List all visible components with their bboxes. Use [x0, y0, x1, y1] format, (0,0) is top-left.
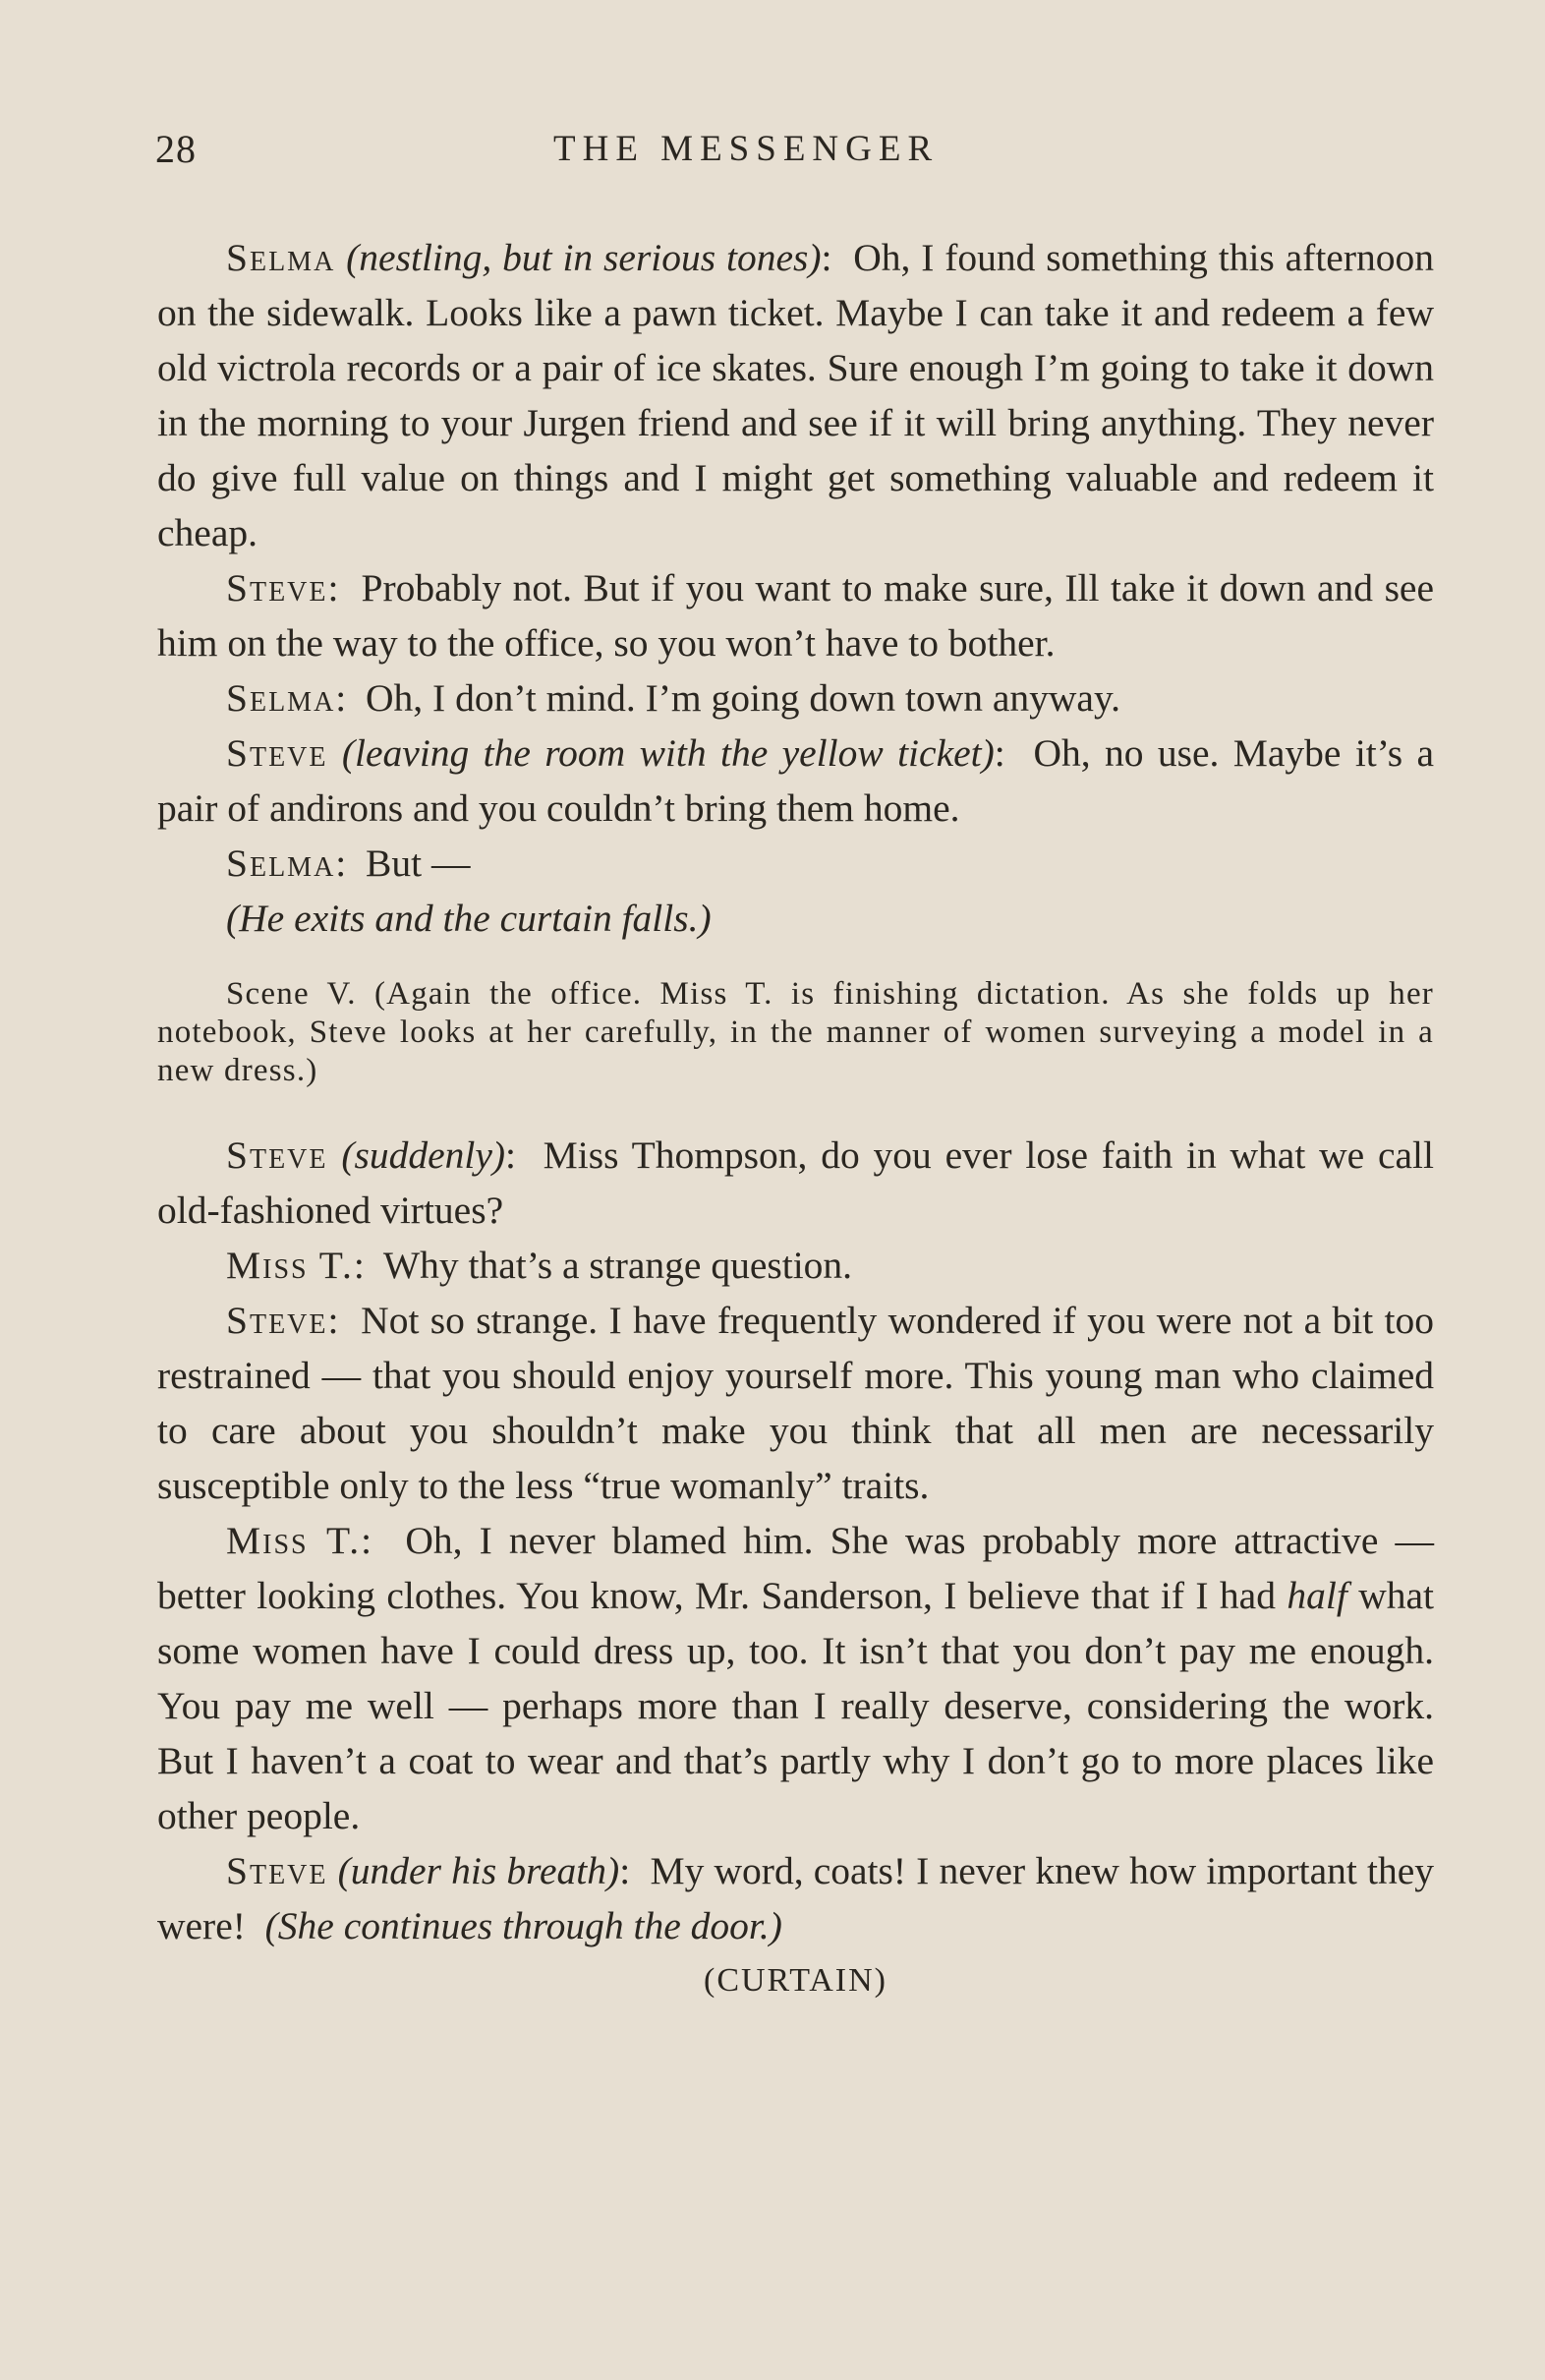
colon: : [505, 1133, 517, 1177]
dialogue-paragraph [157, 836, 1434, 891]
page-body [157, 230, 1434, 2008]
dialogue-text: Probably not. But if you want to make sure, Ill take it down and see him on the way to the office, so you won’t have to bother. [157, 566, 1435, 665]
scene-heading: Scene V. (Again the office. Miss T. is finishing dictation. As she folds up her notebook, Steve looks at her carefully, in the manner of women surveying a model in a new dress.) [157, 976, 1434, 1088]
speaker-name: Selma [226, 236, 336, 279]
speaker-name: Selma [226, 676, 336, 720]
colon: : [994, 731, 1005, 775]
colon: : [327, 1299, 339, 1342]
stage-direction: (suddenly) [341, 1133, 506, 1177]
dialogue-text: Miss Thompson, do you ever lose faith in what we call old-fashioned virtues? [157, 1133, 1435, 1232]
dialogue-text: Oh, I found something this afternoon on the sidewalk. Looks like a pawn ticket. Maybe I can take it and redeem a few old victrola records or a pair of ice skates. Sure enough I’m going to take it down in the morning to your Jurgen friend and see if it will bring anything. They never do give full value on things and I might get something valuable and redeem it cheap. [157, 236, 1434, 554]
dialogue-text: Oh, I don’t mind. I’m going down town anyway. [366, 676, 1121, 720]
colon: : [327, 566, 339, 610]
colon: : [361, 1519, 372, 1562]
dialogue-paragraph [157, 1293, 1434, 1513]
page-number: 28 [155, 127, 197, 171]
page-header [155, 126, 1433, 185]
colon: : [335, 842, 347, 885]
dialogue-paragraph [157, 670, 1434, 726]
stage-direction: (nestling, but in serious tones) [346, 236, 822, 279]
running-title: THE MESSENGER [553, 129, 940, 169]
colon: : [821, 236, 832, 279]
dialogue-text: Oh, no use. Maybe it’s a pair of andirons and you couldn’t bring them home. [157, 731, 1435, 830]
dialogue-paragraph [157, 230, 1434, 560]
dialogue-text: Not so strange. I have frequently wondered if you were not a bit too restrained — that you should enjoy yourself more. This young man who claimed to care about you shouldn’t make you think that all men are necessarily susceptible only to the less “true womanly” traits. [157, 1299, 1434, 1507]
speaker-name: Selma [226, 842, 336, 885]
stage-direction: (under his breath) [337, 1849, 620, 1892]
dialogue-paragraph [157, 560, 1434, 670]
colon: : [353, 1244, 365, 1287]
dialogue-text: Oh, I never blamed him. She was probably more attractive — better looking clothes. You know, Mr. Sanderson, I believe that if I had [157, 1519, 1435, 1617]
dialogue-paragraph [157, 1843, 1434, 1953]
speaker-name: Steve [226, 1299, 328, 1342]
stage-direction: (leaving the room with the yellow ticket) [341, 731, 995, 775]
dialogue-text: what some women have I could dress up, too. It isn’t that you don’t pay me enough. You pay me well — perhaps more than I really deserve, considering the work. But I haven’t a coat to wear and that’s partly why I don’t go to more places like other people. [157, 1574, 1434, 1837]
dialogue-paragraph [157, 1128, 1434, 1238]
speaker-name: Steve [226, 1133, 328, 1177]
stage-direction: (She continues through the door.) [264, 1904, 782, 1947]
colon: : [619, 1849, 631, 1892]
speaker-name: Steve [226, 1849, 328, 1892]
dialogue-text: Why that’s a strange question. [382, 1244, 853, 1287]
speaker-name: Miss T. [226, 1244, 354, 1287]
dialogue-paragraph [157, 1238, 1434, 1293]
dialogue-paragraph [157, 1513, 1434, 1843]
speaker-name: Steve [226, 731, 328, 775]
dialogue-paragraph [157, 726, 1434, 836]
curtain-marker: (CURTAIN) [704, 1962, 887, 1999]
speaker-name: Steve [226, 566, 328, 610]
dialogue-text: My word, coats! I never knew how important they were! [157, 1849, 1434, 1947]
emphasized-word: half [1287, 1574, 1347, 1617]
colon: : [335, 676, 347, 720]
dialogue-text: But — [366, 842, 471, 885]
stage-direction-line: (He exits and the curtain falls.) [226, 897, 712, 940]
speaker-name: Miss T. [226, 1519, 362, 1562]
